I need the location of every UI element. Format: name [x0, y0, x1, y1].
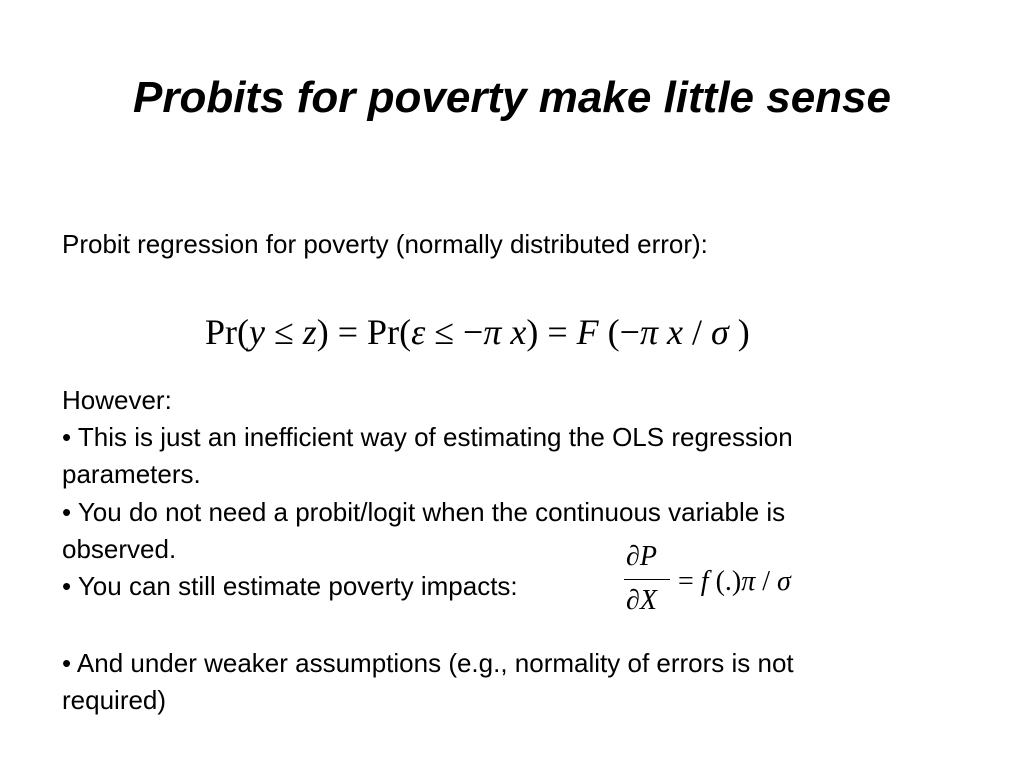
- eq-var-x: x: [657, 312, 683, 352]
- eq-var-pi: π: [741, 566, 756, 597]
- probit-equation: [205, 308, 750, 356]
- bullet-2-line-2: observed.: [62, 534, 177, 564]
- eq-part: (.): [708, 566, 742, 597]
- fraction-bar: [624, 579, 670, 580]
- bullet-4-line-2: required): [62, 685, 167, 715]
- eq-var-sigma: σ: [777, 566, 791, 597]
- slide-title: Probits for poverty make little sense: [132, 73, 892, 122]
- impact-equation-rhs: [678, 564, 791, 600]
- eq-var-sigma: σ: [710, 312, 729, 352]
- eq-part: (−: [598, 312, 640, 352]
- impact-fraction: [624, 540, 674, 624]
- eq-part: =: [678, 566, 701, 597]
- eq-part: /: [682, 312, 711, 352]
- eq-part: ≤ −: [425, 312, 484, 352]
- eq-var-f: f: [700, 566, 709, 597]
- eq-var-pi: π: [483, 312, 502, 352]
- bullet-2-line-1: • You do not need a probit/logit when the continuous variable is: [62, 497, 786, 527]
- eq-part: /: [755, 566, 778, 597]
- eq-var-epsilon: ε: [411, 312, 426, 352]
- fraction-denominator: ∂X: [626, 585, 657, 616]
- eq-part: ) = Pr(: [316, 312, 412, 352]
- eq-var-F: F: [576, 312, 599, 352]
- eq-var-z: z: [302, 312, 317, 352]
- fraction-numerator: ∂P: [626, 541, 657, 572]
- however-label: However:: [62, 385, 172, 415]
- eq-var-y: y: [249, 312, 265, 352]
- eq-part: ): [728, 312, 750, 352]
- eq-part: ≤: [264, 312, 303, 352]
- eq-var-x: x: [501, 312, 527, 352]
- bullet-3: • You can still estimate poverty impacts:: [62, 571, 518, 601]
- bullet-1-line-1: • This is just an inefficient way of estimating the OLS regression: [62, 422, 793, 452]
- bullet-1-line-2: parameters.: [62, 459, 201, 489]
- bullet-4-line-1: • And under weaker assumptions (e.g., normality of errors is not: [62, 648, 794, 678]
- eq-var-pi: π: [639, 312, 658, 352]
- eq-part: ) =: [526, 312, 577, 352]
- eq-part: Pr(: [205, 312, 249, 352]
- intro-text: Probit regression for poverty (normally distributed error):: [62, 229, 708, 259]
